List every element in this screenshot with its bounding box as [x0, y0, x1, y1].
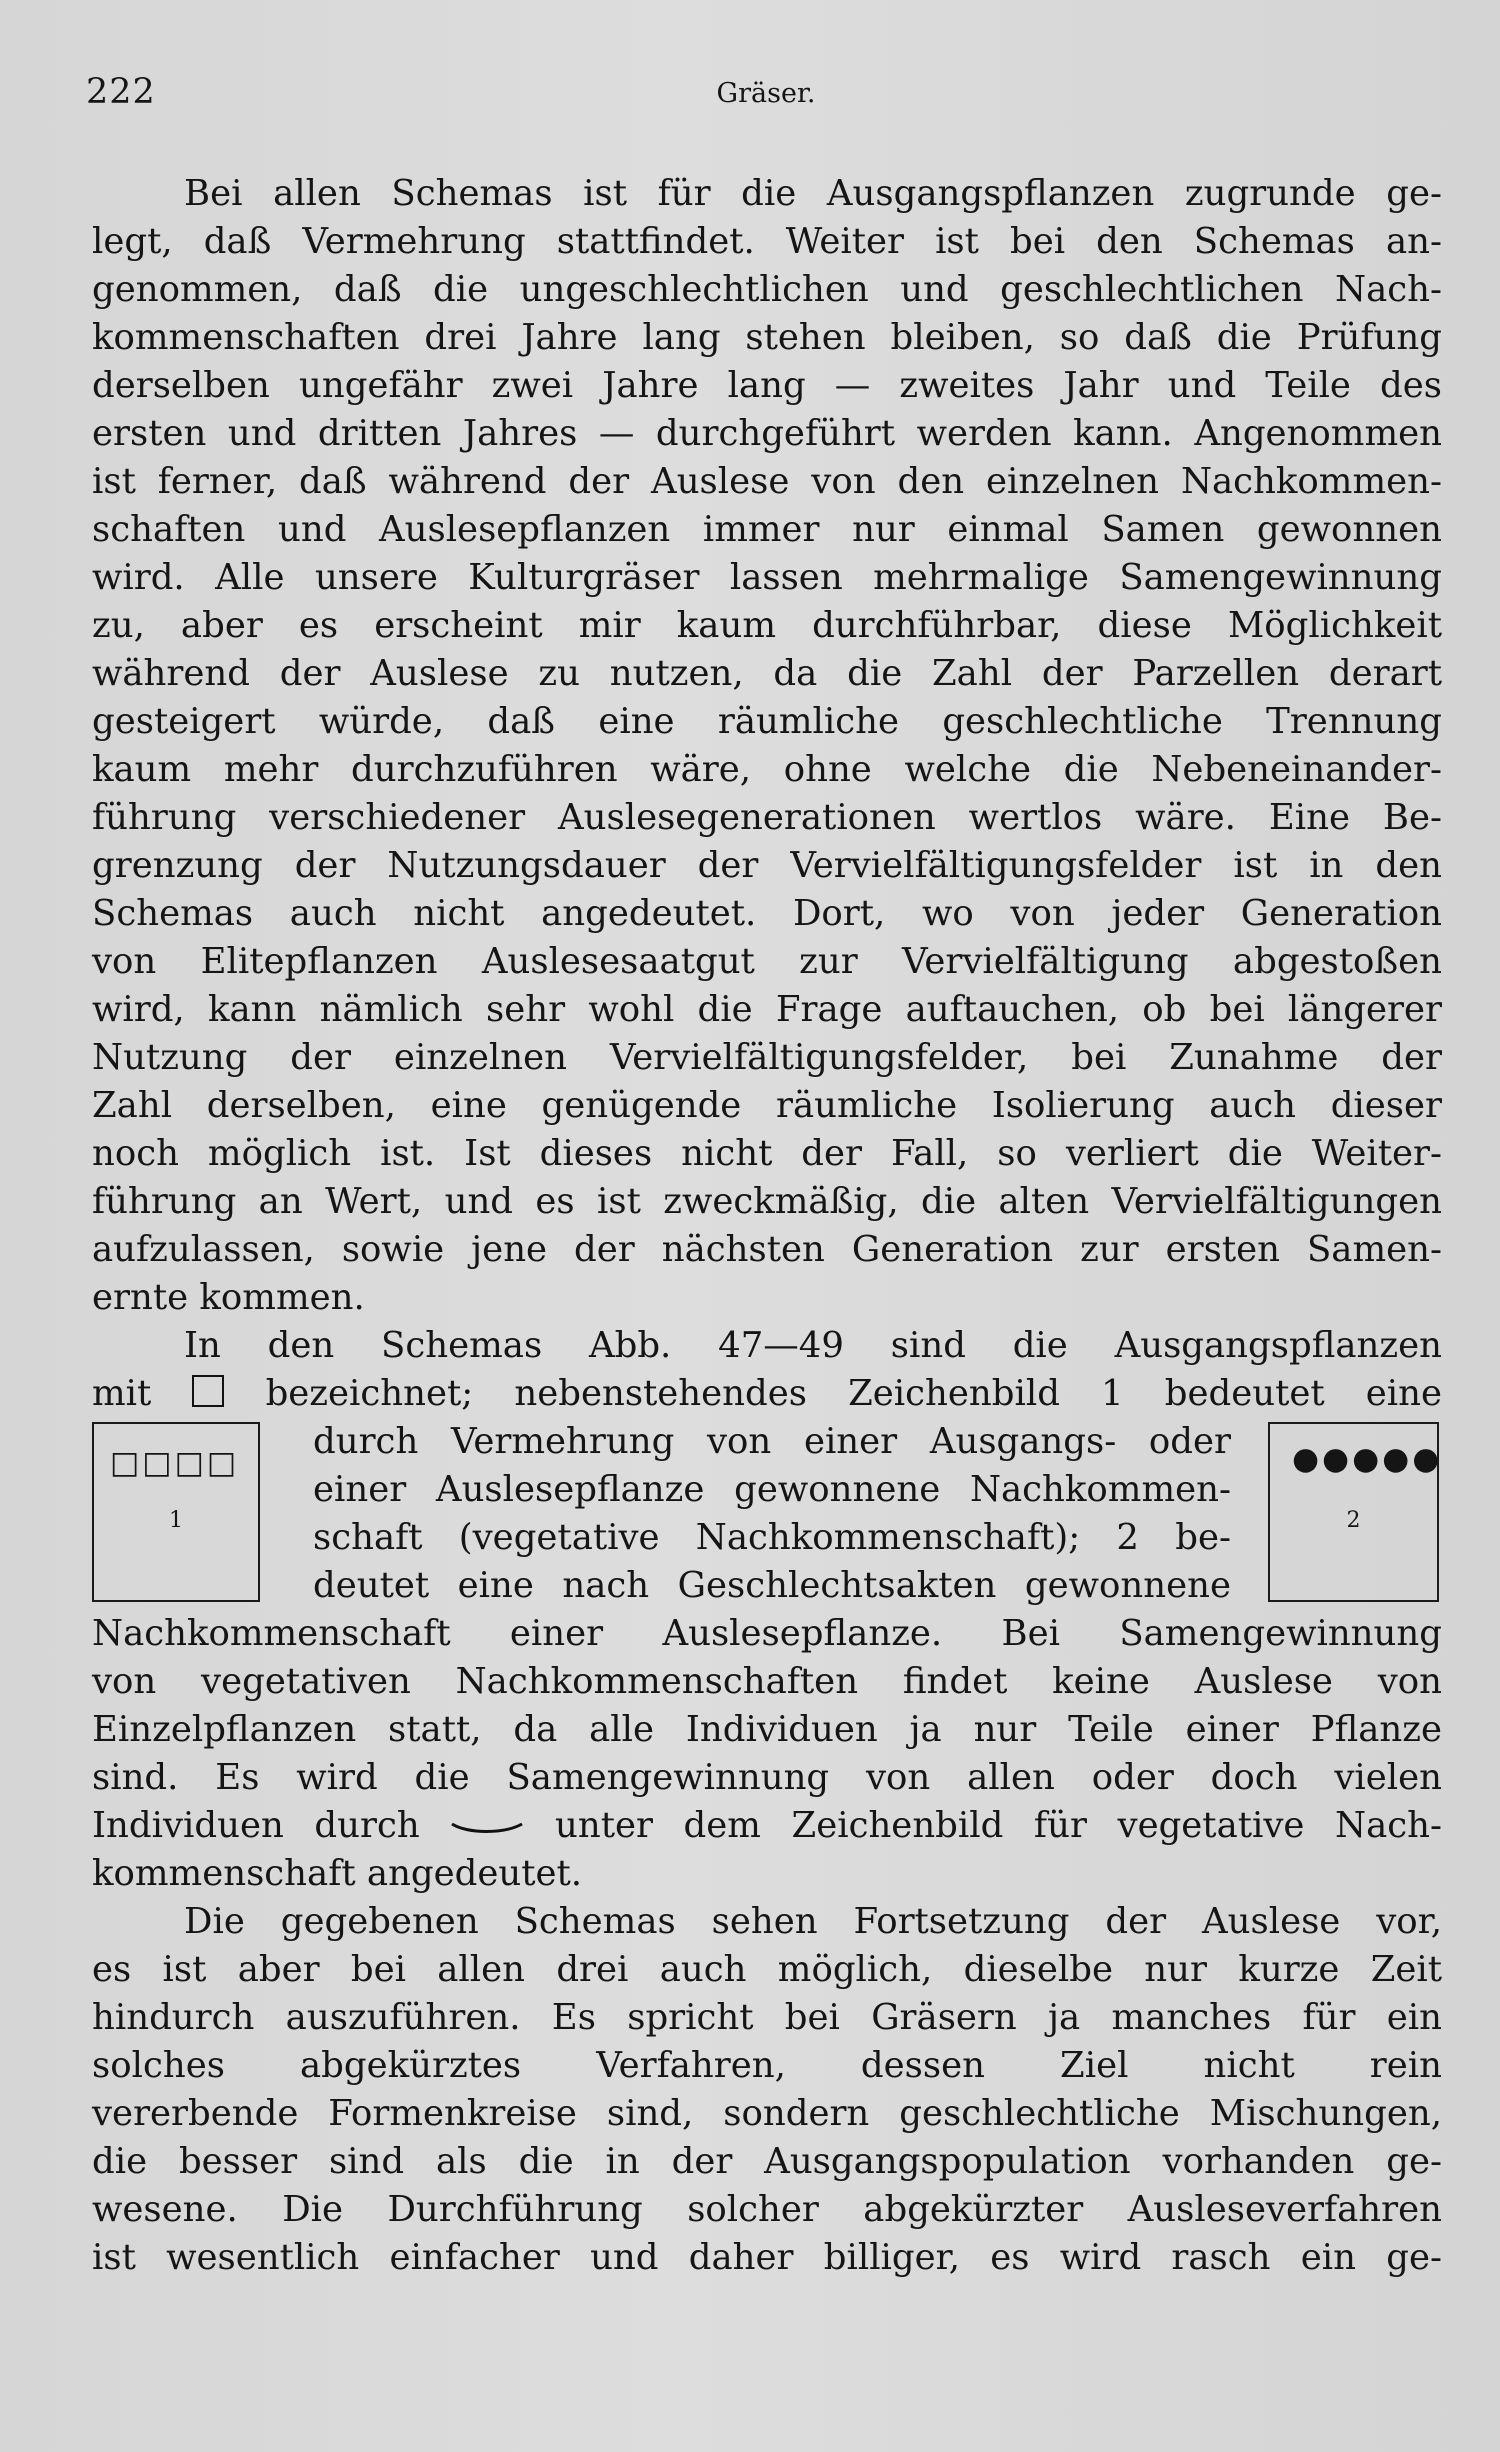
text-line: es ist aber bei allen drei auch möglich, dieselbe nur kurze Zeit: [92, 1949, 1442, 1990]
text-line: legt, daß Vermehrung stattfindet. Weiter ist bei den Schemas an-: [92, 221, 1442, 262]
text-line: wird, kann nämlich sehr wohl die Frage auftauchen, ob bei längerer: [92, 989, 1442, 1030]
text-fragment: mit: [92, 1373, 152, 1414]
text-line: einer Auslesepflanze gewonnene Nachkommen-: [313, 1469, 1231, 1510]
text-line: In den Schemas Abb. 47—49 sind die Ausgangspflanzen: [184, 1325, 1442, 1366]
text-line: während der Auslese zu nutzen, da die Zahl der Parzellen derart: [92, 653, 1442, 694]
text-line: grenzung der Nutzungsdauer der Vervielfältigungsfelder ist in den: [92, 845, 1442, 886]
text-line: solches abgekürztes Verfahren, dessen Ziel nicht rein: [92, 2045, 1442, 2086]
text-line: kommenschaften drei Jahre lang stehen bleiben, so daß die Prüfung: [92, 317, 1442, 358]
text-line: vererbende Formenkreise sind, sondern geschlechtliche Mischungen,: [92, 2093, 1442, 2134]
text-line: von Elitepflanzen Auslesesaatgut zur Vervielfältigung abgestoßen: [92, 941, 1442, 982]
text-line: von vegetativen Nachkommenschaften findet keine Auslese von: [92, 1661, 1442, 1702]
figure-label: 2: [1346, 1508, 1361, 1533]
text-line: derselben ungefähr zwei Jahre lang — zweites Jahr und Teile des: [92, 365, 1442, 406]
figure-label: 1: [169, 1508, 183, 1533]
vegetative-offspring-icon: □□□□: [110, 1445, 240, 1481]
running-title: Gräser.: [716, 78, 816, 109]
text-line: wird. Alle unsere Kulturgräser lassen mehrmalige Samengewinnung: [92, 557, 1442, 598]
text-line: kaum mehr durchzuführen wäre, ohne welche die Nebeneinander-: [92, 749, 1442, 790]
text-line: ist ferner, daß während der Auslese von den einzelnen Nachkommen-: [92, 461, 1442, 502]
text-line: gesteigert würde, daß eine räumliche geschlechtliche Trennung: [92, 701, 1442, 742]
text-line: Die gegebenen Schemas sehen Fortsetzung der Auslese vor,: [184, 1901, 1442, 1942]
text-line: Nutzung der einzelnen Vervielfältigungsfelder, bei Zunahme der: [92, 1037, 1442, 1078]
text-line: durch Vermehrung von einer Ausgangs- oder: [313, 1421, 1231, 1462]
text-line: genommen, daß die ungeschlechtlichen und geschlechtlichen Nach-: [92, 269, 1442, 310]
text-line: Einzelpflanzen statt, da alle Individuen ja nur Teile einer Pflanze: [92, 1709, 1442, 1750]
text-line: hindurch auszuführen. Es spricht bei Gräsern ja manches für ein: [92, 1997, 1442, 2038]
text-line-with-inline-symbol: [92, 1370, 1442, 1418]
sexual-offspring-icon: ●●●●●: [1292, 1441, 1443, 1477]
text-line: Bei allen Schemas ist für die Ausgangspflanzen zugrunde ge-: [184, 173, 1442, 214]
text-line: ersten und dritten Jahres — durchgeführt werden kann. Angenommen: [92, 413, 1442, 454]
text-line: sind. Es wird die Samengewinnung von allen oder doch vielen: [92, 1757, 1442, 1798]
page-number: 222: [86, 72, 156, 112]
text-line: kommenschaft angedeutet.: [92, 1853, 583, 1894]
text-line: ist wesentlich einfacher und daher billiger, es wird rasch ein ge-: [92, 2237, 1442, 2278]
curve-icon: [450, 1820, 524, 1836]
page-header: [86, 72, 1446, 122]
text-line: noch möglich ist. Ist dieses nicht der Fall, so verliert die Weiter-: [92, 1133, 1442, 1174]
text-line: ernte kommen.: [92, 1277, 365, 1318]
text-line: führung verschiedener Auslesegenerationen wertlos wäre. Eine Be-: [92, 797, 1442, 838]
text-fragment: bezeichnet; nebenstehendes Zeichenbild 1 bedeutet eine: [265, 1373, 1442, 1414]
text-line: die besser sind als die in der Ausgangspopulation vorhanden ge-: [92, 2141, 1442, 2182]
text-line: Nachkommenschaft einer Auslesepflanze. Bei Samengewinnung: [92, 1613, 1442, 1654]
text-line: wesene. Die Durchführung solcher abgekürzter Ausleseverfahren: [92, 2189, 1442, 2230]
figure-1-vegetative-offspring: [92, 1422, 260, 1602]
text-line: führung an Wert, und es ist zweckmäßig, die alten Vervielfältigungen: [92, 1181, 1442, 1222]
square-icon: [192, 1375, 224, 1407]
text-line: deutet eine nach Geschlechtsakten gewonnene: [313, 1565, 1231, 1606]
figure-2-sexual-offspring: [1268, 1422, 1443, 1602]
text-fragment: unter dem Zeichenbild für vegetative Nach-: [554, 1805, 1442, 1846]
text-line: aufzulassen, sowie jene der nächsten Generation zur ersten Samen-: [92, 1229, 1442, 1270]
text-line: Schemas auch nicht angedeutet. Dort, wo von jeder Generation: [92, 893, 1442, 934]
text-line: Zahl derselben, eine genügende räumliche Isolierung auch dieser: [92, 1085, 1442, 1126]
text-line-with-inline-symbol: [92, 1802, 1442, 1850]
text-line: zu, aber es erscheint mir kaum durchführbar, diese Möglichkeit: [92, 605, 1442, 646]
text-fragment: Individuen durch: [92, 1805, 420, 1846]
text-line: schaften und Auslesepflanzen immer nur einmal Samen gewonnen: [92, 509, 1442, 550]
text-line: schaft (vegetative Nachkommenschaft); 2 be-: [313, 1517, 1231, 1558]
